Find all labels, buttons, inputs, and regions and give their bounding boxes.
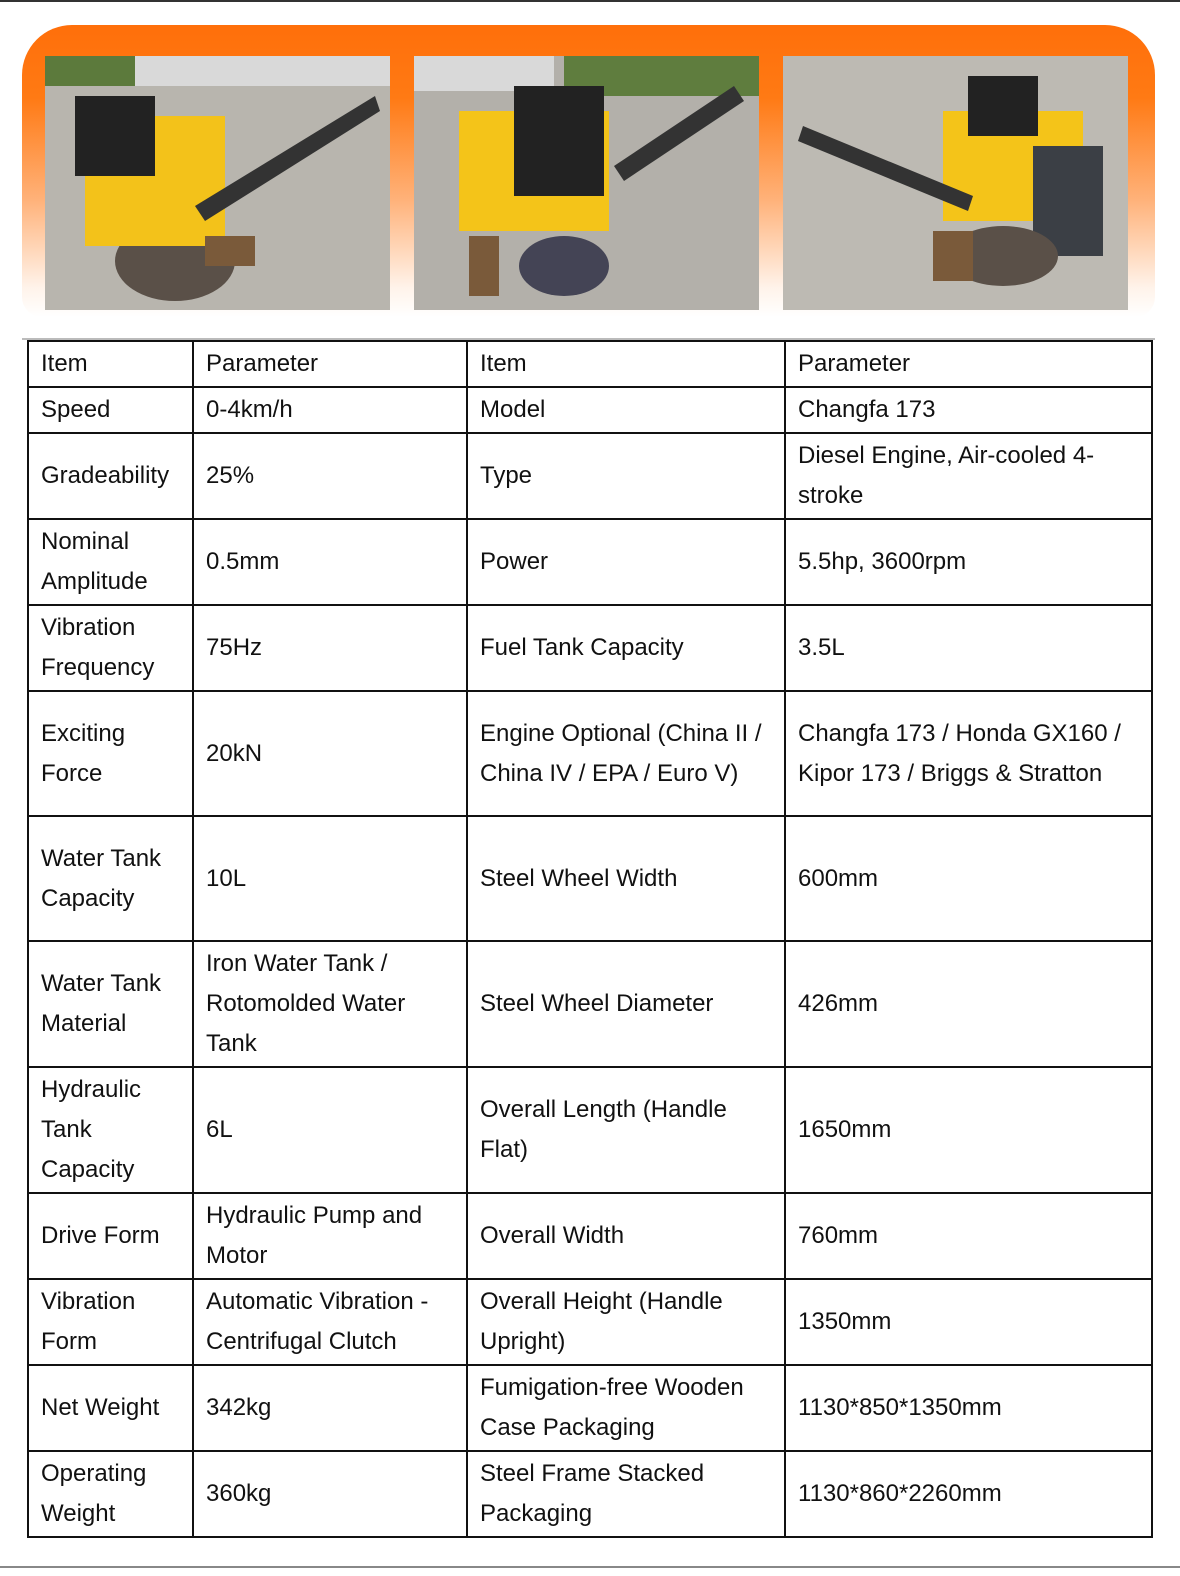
parameter-cell: 3.5L [785,605,1152,691]
header-cell: Item [467,341,785,387]
parameter-cell: Changfa 173 [785,387,1152,433]
table-row [28,1193,1152,1279]
header-cell: Parameter [785,341,1152,387]
parameter-cell: 5.5hp, 3600rpm [785,519,1152,605]
parameter-cell: 1650mm [785,1067,1152,1193]
parameter-cell: 1130*860*2260mm [785,1451,1152,1537]
table-row [28,691,1152,816]
item-cell: Power [467,519,785,605]
item-cell: Steel Wheel Diameter [467,941,785,1067]
item-cell: Overall Length (Handle Flat) [467,1067,785,1193]
item-cell: Fumigation-free Wooden Case Packaging [467,1365,785,1451]
item-cell: Exciting Force [28,691,193,816]
parameter-cell: 342kg [193,1365,467,1451]
parameter-cell: Automatic Vibration - Centrifugal Clutch [193,1279,467,1365]
item-cell: Hydraulic Tank Capacity [28,1067,193,1193]
item-cell: Model [467,387,785,433]
parameter-cell: 6L [193,1067,467,1193]
parameter-cell: 600mm [785,816,1152,941]
table-row [28,1451,1152,1537]
bottom-divider [0,1566,1180,1568]
item-cell: Nominal Amplitude [28,519,193,605]
table-row [28,1067,1152,1193]
parameter-cell: Hydraulic Pump and Motor [193,1193,467,1279]
table-row [28,387,1152,433]
parameter-cell: 760mm [785,1193,1152,1279]
item-cell: Drive Form [28,1193,193,1279]
item-cell: Gradeability [28,433,193,519]
item-cell: Engine Optional (China II / China IV / EPA / Euro V) [467,691,785,816]
table-row [28,816,1152,941]
spec-table [27,340,1153,1538]
table-row [28,941,1152,1067]
item-cell: Type [467,433,785,519]
item-cell: Overall Width [467,1193,785,1279]
roller-photo-front-view [414,56,759,310]
parameter-cell: 1350mm [785,1279,1152,1365]
item-cell: Operating Weight [28,1451,193,1537]
parameter-cell: Diesel Engine, Air-cooled 4-stroke [785,433,1152,519]
table-row [28,1279,1152,1365]
table-row [28,433,1152,519]
item-cell: Steel Wheel Width [467,816,785,941]
parameter-cell: Iron Water Tank / Rotomolded Water Tank [193,941,467,1067]
table-row [28,605,1152,691]
top-divider [0,0,1180,2]
parameter-cell: 20kN [193,691,467,816]
parameter-cell: 10L [193,816,467,941]
item-cell: Overall Height (Handle Upright) [467,1279,785,1365]
item-cell: Steel Frame Stacked Packaging [467,1451,785,1537]
parameter-cell: 0-4km/h [193,387,467,433]
header-cell: Item [28,341,193,387]
parameter-cell: Changfa 173 / Honda GX160 / Kipor 173 / Briggs & Stratton [785,691,1152,816]
item-cell: Water Tank Capacity [28,816,193,941]
item-cell: Vibration Frequency [28,605,193,691]
table-row [28,519,1152,605]
parameter-cell: 426mm [785,941,1152,1067]
roller-photo-right-view [783,56,1128,310]
header-cell: Parameter [193,341,467,387]
item-cell: Vibration Form [28,1279,193,1365]
parameter-cell: 75Hz [193,605,467,691]
roller-photo-left-view [45,56,390,310]
table-header-row [28,341,1152,387]
parameter-cell: 1130*850*1350mm [785,1365,1152,1451]
parameter-cell: 25% [193,433,467,519]
parameter-cell: 0.5mm [193,519,467,605]
item-cell: Net Weight [28,1365,193,1451]
item-cell: Speed [28,387,193,433]
parameter-cell: 360kg [193,1451,467,1537]
table-row [28,1365,1152,1451]
item-cell: Fuel Tank Capacity [467,605,785,691]
item-cell: Water Tank Material [28,941,193,1067]
